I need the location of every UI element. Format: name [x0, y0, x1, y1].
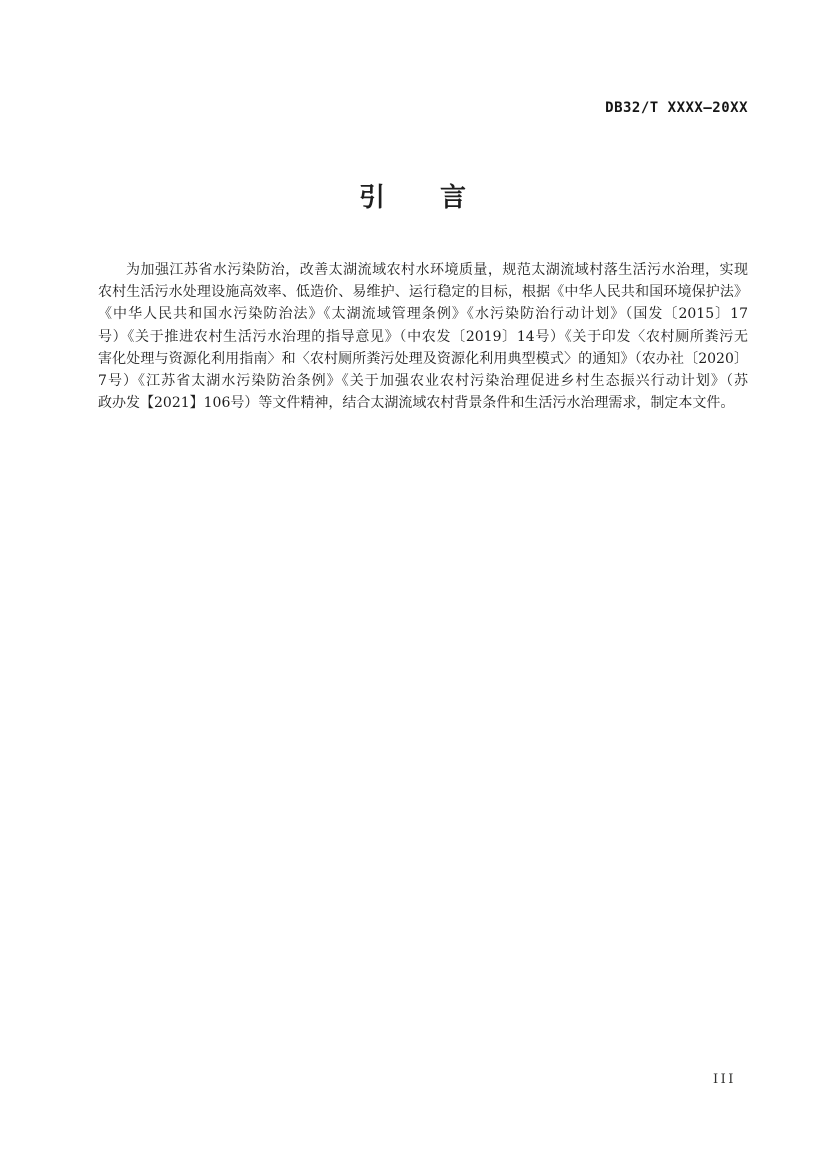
foreword-paragraph — [98, 259, 748, 414]
foreword-title: 引 言 — [358, 183, 467, 213]
paragraph-line: 《中华人民共和国水污染防治法》《太湖流域管理条例》《水污染防治行动计划》（国发〔2015〕17 — [98, 306, 748, 323]
standard-code: DB32/T XXXX—20XX — [605, 100, 748, 116]
paragraph-line: 农村生活污水处理设施高效率、低造价、易维护、运行稳定的目标，根据《中华人民共和国环境保护法》 — [98, 284, 748, 301]
paragraph-line: 害化处理与资源化利用指南〉和〈农村厕所粪污处理及资源化利用典型模式〉的通知》（农办社〔2020〕 — [98, 350, 748, 367]
paragraph-line: 7号）《江苏省太湖水污染防治条例》《关于加强农业农村污染治理促进乡村生态振兴行动计划》（苏 — [98, 373, 748, 390]
paragraph-line: 为加强江苏省水污染防治，改善太湖流域农村水环境质量，规范太湖流域村落生活污水治理，实现 — [126, 262, 748, 278]
paragraph-line: 政办发【2021】106号）等文件精神，结合太湖流域农村背景条件和生活污水治理需求，制定本文件。 — [98, 395, 735, 412]
paragraph-line: 号）《关于推进农村生活污水治理的指导意见》（中农发〔2019〕14号）《关于印发〈农村厕所粪污无 — [98, 328, 748, 345]
page-number: III — [713, 1072, 736, 1087]
